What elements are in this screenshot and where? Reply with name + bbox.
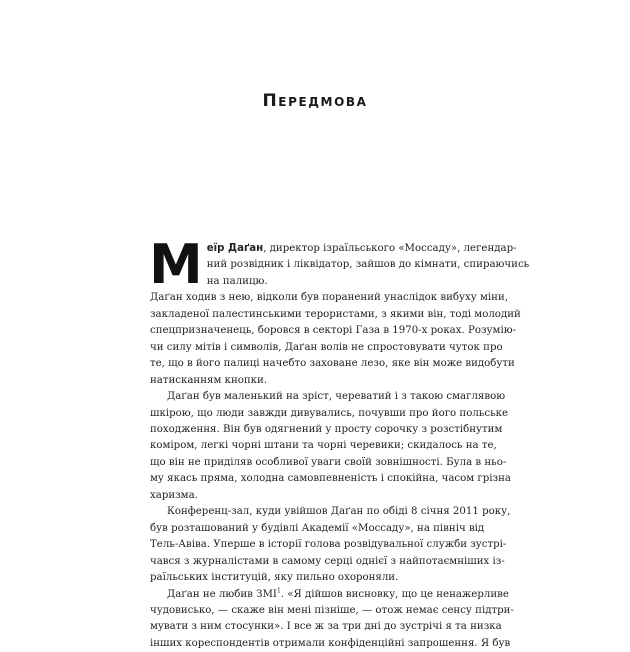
text-line: Даґан був маленький на зріст, череватий і з такою смаглявою — [167, 391, 506, 403]
text-line: Конференц-зал, куди увійшов Даґан по обіді 8 січня 2011 року, — [167, 506, 511, 518]
paragraph-3 — [150, 504, 511, 586]
text-line: те, що в його палиці начебто заховане лезо, яке він може видобути — [150, 358, 515, 370]
text-line: мувати з ним стосунки». І все ж за три дні до зустрічі я та низка — [150, 621, 502, 633]
text-line: чи силу мітів і символів, Даґан волів не спростовувати чуток про — [150, 341, 503, 353]
drop-cap: М — [149, 233, 203, 296]
text-line: шкірою, що люди завжди дивувались, почувши про його польське — [150, 407, 509, 419]
text-line: був розташований у будівлі Академії «Моссаду», на північ від — [150, 522, 485, 534]
text-line: харизма. — [150, 489, 198, 501]
text-line: що він не приділяв особливої уваги своїй зовнішності. Була в ньо- — [150, 456, 507, 468]
lead-in-name: еїр Даґан — [206, 243, 264, 254]
footnote-marker[interactable]: 1 — [276, 587, 281, 595]
chapter-title: Передмова — [262, 91, 368, 111]
text-line: му якась пряма, холодна самовпевненість і спокійна, часом грізна — [150, 473, 511, 485]
text-line: Даґан ходив з нею, відколи був поранений унаслідок вибуху міни, — [150, 292, 508, 304]
text-line: натисканням кнопки. — [150, 374, 268, 386]
paragraph-4 — [150, 587, 514, 652]
text-line: Даґан не любив ЗМІ$^1$. «Я дійшов висновку, що це ненажерливе — [167, 587, 509, 600]
text-line: чався з журналістами в самому серці однієї з найпотаємніших із- — [150, 555, 505, 567]
text-line: ний розвідник і ліквідатор, зайшов до кімнати, спираючись — [206, 259, 530, 271]
text-line: раїльських інституцій, яку пильно охороняли. — [150, 572, 399, 584]
text-line: закладеної палестинськими терористами, з якими він, тоді молодий — [150, 308, 521, 320]
text-line: коміром, легкі чорні штани та чорні черевики; скидалось на те, — [150, 440, 497, 452]
chapter-body — [149, 233, 530, 652]
paragraph-2 — [150, 389, 511, 504]
text-line: спецпризначенець, боровся в секторі Газа в 1970-х роках. Розумію- — [150, 325, 517, 337]
text-line: інших кореспондентів отримали конфіденційні запрошення. Я був — [150, 637, 511, 649]
paragraph-1 — [149, 233, 530, 389]
text-line: еїр Даґан, директор ізраїльського «Моссаду», легендар- — [206, 243, 517, 254]
text-line: походження. Він був одягнений у просту сорочку з розстібнутим — [150, 423, 503, 435]
text-line: Тель-Авіва. Уперше в історії голова розвідувальної служби зустрі- — [150, 539, 507, 551]
text-line: на палицю. — [206, 275, 268, 287]
text-line: чудовисько, — скаже він мені пізніше, — отож немає сенсу підтри- — [150, 604, 514, 616]
